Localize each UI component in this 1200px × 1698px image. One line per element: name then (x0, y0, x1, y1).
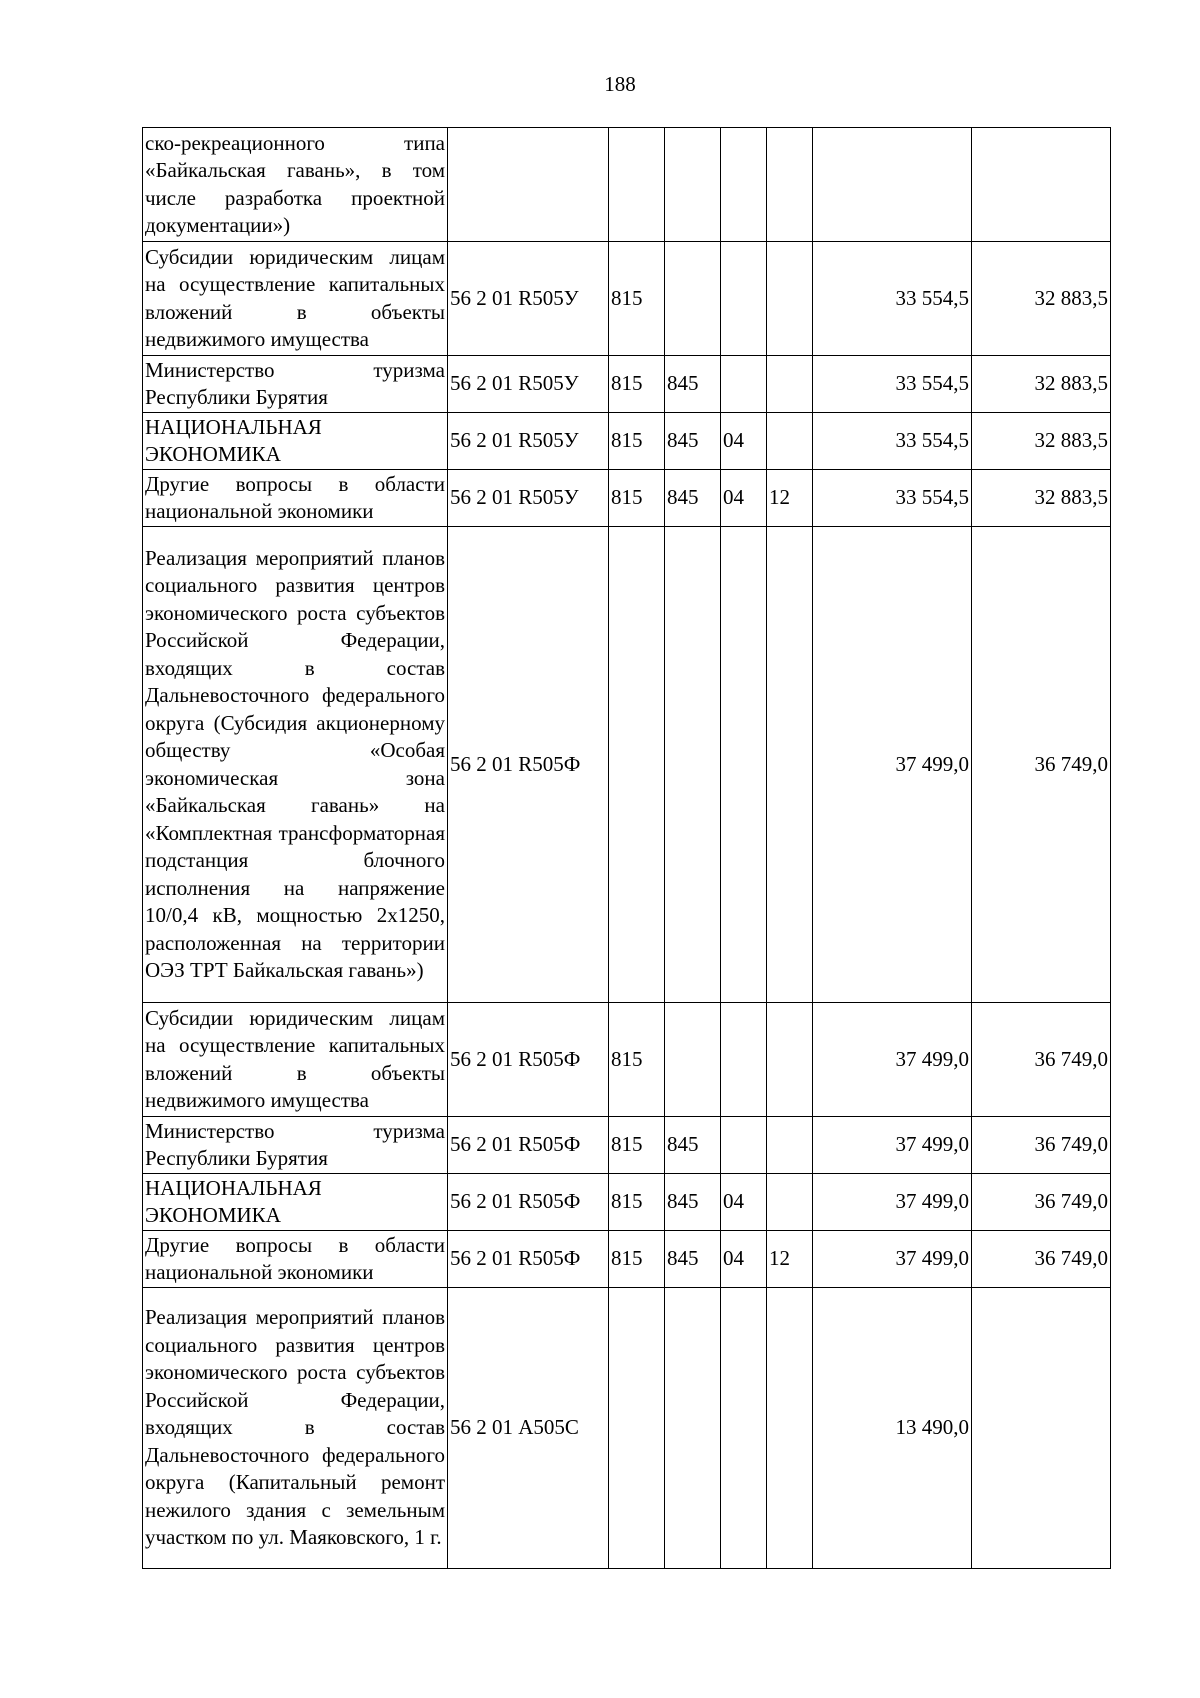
row-section (721, 242, 767, 356)
table-row (143, 1288, 1111, 1569)
row-target-article: 56 2 01 R505У (448, 356, 609, 413)
row-name: Реализация мероприятий планов социального развития центров экономического роста субъектов Российской Федерации, входящих в состав Дальневосточного федерального округа (Капитальный ремонт нежилого здания с земельным участком по ул. Маяковского, 1 г. (143, 1288, 448, 1569)
row-section: 04 (721, 413, 767, 470)
row-target-article: 56 2 01 А505С (448, 1288, 609, 1569)
table-row (143, 1231, 1111, 1288)
row-target-article: 56 2 01 R505Ф (448, 527, 609, 1003)
row-name: Реализация мероприятий планов социального развития центров экономического роста субъектов Российской Федерации, входящих в состав Дальневосточного федерального округа (Субсидия акционерному обществу «Особая экономическая зона «Байкальская гавань» на «Комплектная трансформаторная подстанция блочного исполнения на напряжение 10/0,4 кВ, мощностью 2х1250, расположенная на территории ОЭЗ ТРТ Байкальская гавань») (143, 527, 448, 1003)
row-subsection (767, 128, 813, 242)
row-expense-type: 815 (609, 242, 665, 356)
row-section (721, 1117, 767, 1174)
table-row (143, 1117, 1111, 1174)
row-sum-first: 37 499,0 (813, 527, 972, 1003)
row-name: НАЦИОНАЛЬНАЯ ЭКОНОМИКА (143, 413, 448, 470)
row-expense-type: 815 (609, 470, 665, 527)
row-ministry-code: 845 (665, 470, 721, 527)
row-ministry-code: 845 (665, 1174, 721, 1231)
row-section (721, 128, 767, 242)
row-expense-type: 815 (609, 1174, 665, 1231)
row-sum-first: 33 554,5 (813, 242, 972, 356)
row-subsection: 12 (767, 1231, 813, 1288)
row-ministry-code: 845 (665, 413, 721, 470)
row-name: Другие вопросы в области национальной экономики (143, 470, 448, 527)
row-target-article: 56 2 01 R505Ф (448, 1231, 609, 1288)
row-subsection (767, 1117, 813, 1174)
row-sum-second: 36 749,0 (972, 1231, 1111, 1288)
row-section (721, 527, 767, 1003)
row-subsection (767, 527, 813, 1003)
row-subsection (767, 1174, 813, 1231)
row-sum-first: 37 499,0 (813, 1174, 972, 1231)
row-sum-second (972, 1288, 1111, 1569)
row-expense-type: 815 (609, 356, 665, 413)
row-subsection: 12 (767, 470, 813, 527)
row-sum-first: 37 499,0 (813, 1231, 972, 1288)
row-ministry-code (665, 1288, 721, 1569)
row-section: 04 (721, 1174, 767, 1231)
row-name: Субсидии юридическим лицам на осуществление капитальных вложений в объекты недвижимого имущества (143, 242, 448, 356)
row-sum-second: 32 883,5 (972, 356, 1111, 413)
row-section: 04 (721, 470, 767, 527)
row-ministry-code: 845 (665, 1231, 721, 1288)
row-name: НАЦИОНАЛЬНАЯ ЭКОНОМИКА (143, 1174, 448, 1231)
row-subsection (767, 356, 813, 413)
row-target-article: 56 2 01 R505У (448, 242, 609, 356)
row-sum-first: 37 499,0 (813, 1117, 972, 1174)
table-row (143, 1003, 1111, 1117)
row-sum-second: 32 883,5 (972, 470, 1111, 527)
row-section (721, 356, 767, 413)
row-target-article: 56 2 01 R505Ф (448, 1003, 609, 1117)
row-sum-second (972, 128, 1111, 242)
table-row (143, 128, 1111, 242)
row-name: Другие вопросы в области национальной экономики (143, 1231, 448, 1288)
row-ministry-code: 845 (665, 1117, 721, 1174)
row-subsection (767, 413, 813, 470)
row-expense-type (609, 128, 665, 242)
row-sum-first: 33 554,5 (813, 470, 972, 527)
row-sum-second: 36 749,0 (972, 527, 1111, 1003)
row-ministry-code (665, 1003, 721, 1117)
row-section: 04 (721, 1231, 767, 1288)
budget-table (142, 127, 1111, 1569)
row-subsection (767, 242, 813, 356)
row-sum-first: 33 554,5 (813, 356, 972, 413)
table-row (143, 470, 1111, 527)
row-ministry-code (665, 128, 721, 242)
row-expense-type: 815 (609, 1231, 665, 1288)
row-name: Министерство туризма Республики Бурятия (143, 1117, 448, 1174)
row-ministry-code (665, 242, 721, 356)
row-section (721, 1003, 767, 1117)
page-number: 188 (604, 72, 636, 96)
row-name: Министерство туризма Республики Бурятия (143, 356, 448, 413)
row-sum-second: 36 749,0 (972, 1117, 1111, 1174)
table-row (143, 242, 1111, 356)
row-sum-second: 32 883,5 (972, 413, 1111, 470)
row-sum-first: 13 490,0 (813, 1288, 972, 1569)
row-sum-first: 37 499,0 (813, 1003, 972, 1117)
table-row (143, 413, 1111, 470)
row-expense-type (609, 1288, 665, 1569)
row-expense-type: 815 (609, 1117, 665, 1174)
row-expense-type: 815 (609, 413, 665, 470)
row-sum-second: 36 749,0 (972, 1003, 1111, 1117)
row-expense-type: 815 (609, 1003, 665, 1117)
table-row (143, 356, 1111, 413)
row-sum-second: 32 883,5 (972, 242, 1111, 356)
row-name: Субсидии юридическим лицам на осуществление капитальных вложений в объекты недвижимого имущества (143, 1003, 448, 1117)
row-expense-type (609, 527, 665, 1003)
row-ministry-code: 845 (665, 356, 721, 413)
row-target-article: 56 2 01 R505У (448, 470, 609, 527)
table-row (143, 527, 1111, 1003)
table-row (143, 1174, 1111, 1231)
row-name: ско-рекреационного типа «Байкальская гавань», в том числе разработка проектной документации») (143, 128, 448, 242)
row-section (721, 1288, 767, 1569)
row-subsection (767, 1288, 813, 1569)
row-target-article: 56 2 01 R505У (448, 413, 609, 470)
row-sum-first: 33 554,5 (813, 413, 972, 470)
row-target-article (448, 128, 609, 242)
row-target-article: 56 2 01 R505Ф (448, 1174, 609, 1231)
row-sum-second: 36 749,0 (972, 1174, 1111, 1231)
row-target-article: 56 2 01 R505Ф (448, 1117, 609, 1174)
row-sum-first (813, 128, 972, 242)
row-subsection (767, 1003, 813, 1117)
row-ministry-code (665, 527, 721, 1003)
